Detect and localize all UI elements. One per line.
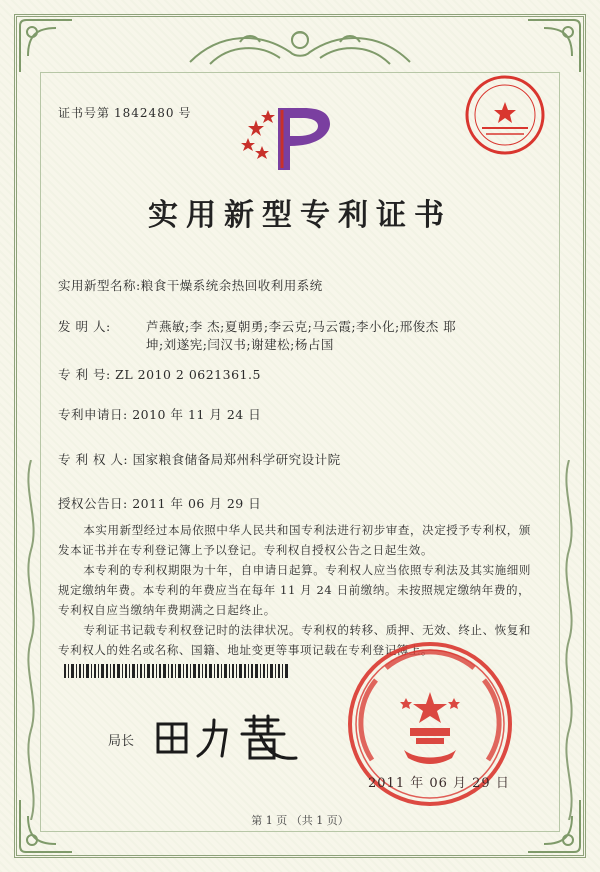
top-ornament-icon <box>180 22 420 70</box>
body-paragraph-2: 本专利的专利权期限为十年，自申请日起算。专利权人应当依照专利法及其实施细则规定缴纳年费。本专利的年费应当在每年 11 月 24 日前缴纳。未按照规定缴纳年费的，专利权自应当缴纳年费期满之日起终止。 <box>58 563 531 617</box>
corner-ornament-icon <box>524 16 584 76</box>
patentee-value: 国家粮食储备局郑州科学研究设计院 <box>132 452 341 467</box>
grant-date-value: 2011 年 06 月 29 日 <box>132 496 262 511</box>
barcode-icon <box>64 664 290 678</box>
certificate-body <box>58 520 540 660</box>
grant-date <box>58 494 261 512</box>
patent-number-value: ZL 2010 2 0621361.5 <box>115 367 261 382</box>
certificate-number <box>58 104 195 121</box>
vine-ornament-icon <box>20 460 42 820</box>
filing-date <box>58 405 261 423</box>
filing-date-label: 专利申请日: <box>58 407 128 422</box>
page-number: 第 1 页 （共 1 页） <box>251 814 349 827</box>
patent-number-label: 专 利 号: <box>58 367 111 382</box>
filing-date-value: 2010 年 11 月 24 日 <box>132 407 262 422</box>
utility-model-name <box>58 276 323 294</box>
inventors-value: 芦燕敏;李 杰;夏朝勇;李云克;马云霞;李小化;邢俊杰 耶 坤;刘遂宪;闫汉书;谢建松;杨占国 <box>146 319 457 352</box>
patentee-label: 专 利 权 人: <box>58 452 129 467</box>
certificate-title: 实用新型专利证书 <box>148 198 452 233</box>
sipo-logo-icon <box>238 98 338 178</box>
inventors <box>58 318 478 354</box>
certificate-number-suffix: 号 <box>178 106 192 120</box>
tax-seal-icon <box>462 72 548 158</box>
patent-number <box>58 365 261 383</box>
patentee <box>58 450 341 468</box>
director-label: 局长 <box>108 734 135 749</box>
certificate-number-prefix: 证书号第 <box>58 106 111 120</box>
inventors-label: 发 明 人: <box>58 319 111 334</box>
body-paragraph-1: 本实用新型经过本局依照中华人民共和国专利法进行初步审查，决定授予专利权，颁发本证书并在专利登记簿上予以登记。专利权自授权公告之日起生效。 <box>58 523 531 557</box>
utility-model-name-label: 实用新型名称: <box>58 278 141 293</box>
grant-date-label: 授权公告日: <box>58 496 128 511</box>
seal-date: 2011 年 06 月 29 日 <box>368 776 510 791</box>
vine-ornament-icon <box>558 460 580 820</box>
corner-ornament-icon <box>16 16 76 76</box>
utility-model-name-value: 粮食干燥系统余热回收利用系统 <box>140 278 323 293</box>
signature-icon <box>150 712 300 762</box>
body-paragraph-3: 专利证书记载专利权登记时的法律状况。专利权的转移、质押、无效、终止、恢复和专利权人的姓名或名称、国籍、地址变更等事项记载在专利登记簿上。 <box>58 623 531 657</box>
certificate-number-value: 1842480 <box>114 106 175 120</box>
